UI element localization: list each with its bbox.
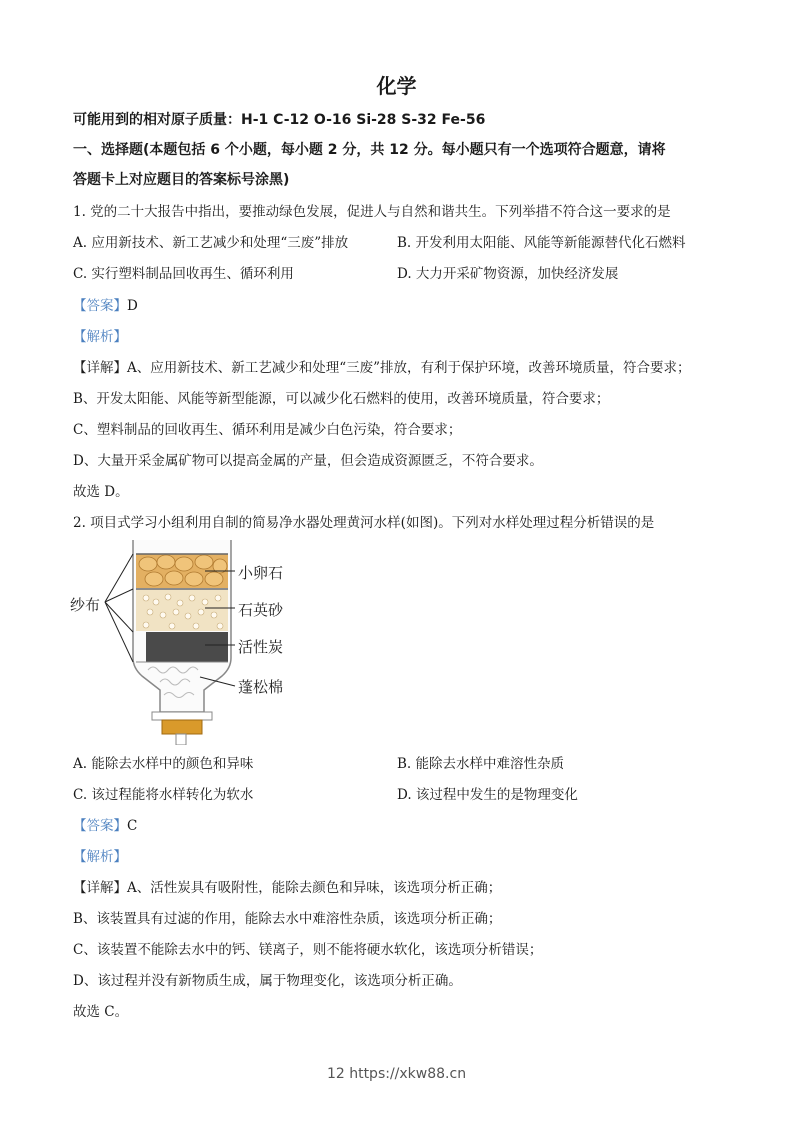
page-footer[interactable]: 12 https://xkw88.cn [326, 1066, 467, 1082]
detail-tag: 【详解】 [73, 880, 127, 896]
q2-answer [73, 817, 137, 835]
q2-analysis-tag: 【解析】 [73, 849, 127, 865]
atomic-masses: 可能用到的相对原子质量：H-1 C-12 O-16 Si-28 S-32 Fe-56 [73, 112, 486, 128]
q1-option-c: C. 实行塑料制品回收再生、循环利用 [73, 266, 294, 282]
q2-detail-d: D、该过程并没有新物质生成，属于物理变化，该选项分析正确。 [73, 973, 462, 989]
q2-option-b: B. 能除去水样中难溶性杂质 [397, 756, 565, 772]
q1-option-d: D. 大力开采矿物资源，加快经济发展 [397, 266, 619, 282]
answer-tag: 【答案】 [73, 818, 127, 834]
section-heading-line1: 一、选择题(本题包括 6 个小题，每小题 2 分，共 12 分。每小题只有一个选项符合题意，请将 [73, 142, 666, 158]
q2-option-c: C. 该过程能将水样转化为软水 [73, 787, 254, 803]
answer-value: C [127, 818, 138, 834]
q1-detail-b: B、开发太阳能、风能等新型能源，可以减少化石燃料的使用，改善环境质量，符合要求； [73, 391, 610, 407]
q1-option-a: A. 应用新技术、新工艺减少和处理“三废”排放 [73, 235, 349, 251]
q1-detail-d: D、大量开采金属矿物可以提高金属的产量，但会造成资源匮乏，不符合要求。 [73, 453, 543, 469]
detail-text: A、活性炭具有吸附性，能除去颜色和异味，该选项分析正确； [127, 880, 502, 896]
q2-option-d: D. 该过程中发生的是物理变化 [397, 787, 578, 803]
q1-stem: 1. 党的二十大报告中指出，要推动绿色发展，促进人与自然和谐共生。下列举措不符合这一要求的是 [73, 204, 671, 220]
answer-value: D [127, 298, 138, 314]
q2-option-a: A. 能除去水样中的颜色和异味 [73, 756, 254, 772]
gauze-label: 纱布 [70, 596, 101, 614]
q2-detail-b: B、该装置具有过滤的作用，能除去水中难溶性杂质，该选项分析正确； [73, 911, 502, 927]
answer-tag: 【答案】 [73, 298, 127, 314]
q1-conclusion: 故选 D。 [73, 484, 129, 500]
q1-answer [73, 297, 138, 315]
q1-analysis-tag: 【解析】 [73, 329, 127, 345]
q1-option-b: B. 开发利用太阳能、风能等新能源替代化石燃料 [397, 235, 686, 251]
page-title: 化学 [376, 74, 417, 98]
detail-tag: 【详解】 [73, 360, 127, 376]
q1-detail-c: C、塑料制品的回收再生、循环利用是减少白色污染，符合要求； [73, 422, 462, 438]
q2-detail-a [73, 879, 501, 897]
cotton-label: 蓬松棉 [238, 678, 284, 696]
section-heading-line2: 答题卡上对应题目的答案标号涂黑) [73, 172, 290, 188]
water-purifier-figure [60, 540, 300, 745]
activated-carbon-label: 活性炭 [238, 638, 284, 656]
q2-detail-c: C、该装置不能除去水中的钙、镁离子，则不能将硬水软化，该选项分析错误； [73, 942, 543, 958]
q1-detail-a [73, 359, 691, 377]
quartz-sand-label: 石英砂 [238, 601, 284, 619]
detail-text: A、应用新技术、新工艺减少和处理“三废”排放，有利于保护环境，改善环境质量，符合要求； [127, 360, 691, 376]
q2-stem: 2. 项目式学习小组利用自制的简易净水器处理黄河水样(如图)。下列对水样处理过程分析错误的是 [73, 515, 655, 531]
pebble-label: 小卵石 [238, 564, 284, 582]
q2-conclusion: 故选 C。 [73, 1004, 129, 1020]
